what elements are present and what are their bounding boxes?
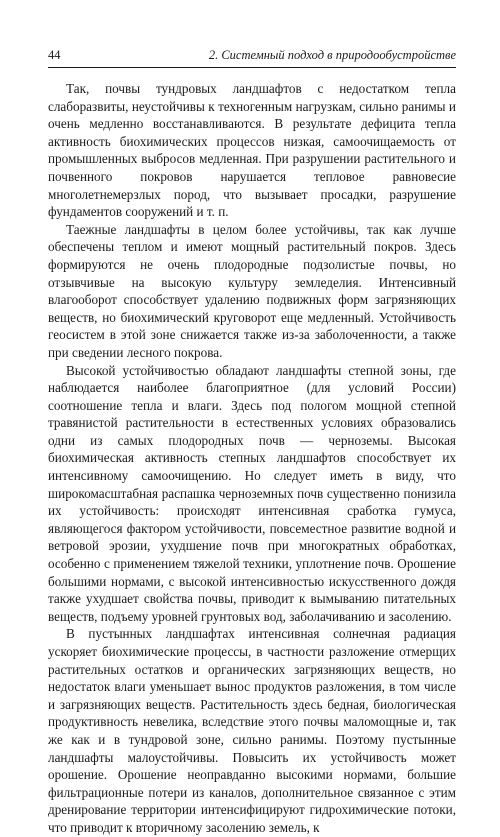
running-title: 2. Системный подход в природообустройстве xyxy=(208,48,456,62)
page-body xyxy=(48,80,456,837)
header-rule xyxy=(48,67,456,68)
page-number: 44 xyxy=(48,48,61,62)
paragraph-tundra: Так, почвы тундровых ландшафтов с недостатком тепла слаборазвиты, неустойчивы к техногенным нагрузкам, сильно ранимы и очень медленно восстанавливаются. В результате дефицита тепла активность биохимических процессов низкая, самоочищаемость от промышленных выбросов медленная. При разрушении растительного и почвенного покровов нарушается тепловое равновесие многолетнемерзлых пород, что вызывает просадки, разрушение фундаментов сооружений и т. п. xyxy=(48,81,456,220)
page-header xyxy=(48,44,456,64)
paragraph-desert: В пустынных ландшафтах интенсивная солнечная радиация ускоряет биохимические процессы, в частности разложение отмерщих растительных остатков и органических загрязняющих веществ, но недостаток влаги уменьшает вынос продуктов разложения, в том числе и загрязняющих веществ. Растительность здесь бедная, биологическая продуктивность невелика, вследствие этого почвы маломощные и, так же как и в тундровой зоне, сильно ранимы. Поэтому пустынные ландшафты малоустойчивы. Повысить их устойчивость может орошение. Орошение неоправданно высокими нормами, большие фильтрационные потери из каналов, дополнительное связанное с этим дренирование территории интенсифицируют гидрохимические потоки, что приводит к вторичному засолению земель, к xyxy=(48,626,456,835)
paragraph-steppe: Высокой устойчивостью обладают ландшафты степной зоны, где наблюдается наиболее благоприятное (для условий России) соотношение тепла и влаги. Здесь под пологом мощной степной травянистой растительности в естественных условиях образовались одни из самых плодородных почв — черноземы. Высокая биохимическая активность степных ландшафтов способствует их интенсивному самоочищению. Но следует иметь в виду, что широкомасштабная распашка черноземных почв существенно понизила их устойчивость: происходят интенсивная сработка гумуса, являющегося фактором устойчивости, повсеместное развитие водной и ветровой эрозии, ухудшение почв при многократных обработках, особенно с применением тяжелой техники, уплотнение почв. Орошение большими нормами, с высокой интенсивностью искусственного дождя также ухудшает свойства почвы, приводит к вымыванию питательных веществ, подъему уровней грунтовых вод, заболачиванию и засолению. xyxy=(48,362,456,624)
paragraph-taiga: Таежные ландшафты в целом более устойчивы, так как лучше обеспечены теплом и имеют мощный растительный покров. Здесь формируются не очень плодородные подзолистые почвы, но отзывчивые на высокую культуру земледелия. Интенсивный влагооборот способствует удалению подвижных форм загрязняющих веществ, но биохимический круговорот еще медленный. Устойчивость геосистем в этой зоне снижается также из-за заболоченности, а также при сведении лесного покрова. xyxy=(48,221,456,360)
